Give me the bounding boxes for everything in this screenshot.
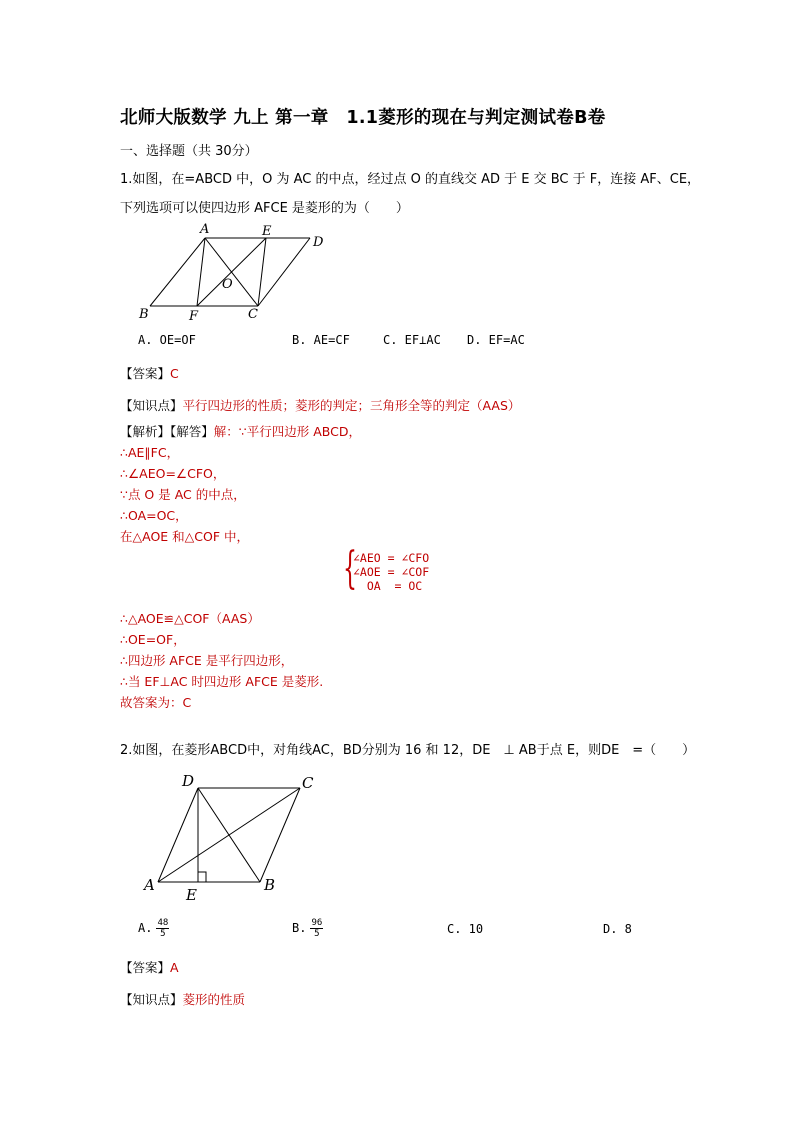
label-d: D — [182, 772, 195, 790]
solution-step: ∴AE∥FC， — [120, 445, 180, 460]
label-e: E — [186, 886, 197, 904]
q2-knowledge — [120, 990, 245, 1008]
segment-ab — [150, 238, 205, 306]
right-angle-mark — [198, 872, 206, 882]
q1-option-a: A. OE=OF — [138, 333, 196, 347]
q1-parallelogram-figure — [130, 218, 340, 326]
solution-step: ∴OE=OF， — [120, 632, 186, 647]
q1-option-c: C. EF⊥AC — [383, 333, 441, 347]
label-d: D — [313, 235, 324, 250]
numerator: 96 — [311, 918, 323, 928]
q2-rhombus-figure — [140, 766, 330, 906]
q2-option-b — [292, 918, 323, 939]
label-c: C — [302, 774, 314, 792]
label-b: B — [139, 307, 149, 322]
label-f: F — [189, 309, 199, 324]
solution-step: ∴当 EF⊥AC 时四边形 AFCE 是菱形. — [120, 674, 324, 689]
label-a: A — [200, 222, 210, 237]
label-a: A — [144, 876, 155, 894]
label-e: E — [262, 224, 272, 239]
q1-answer — [120, 364, 179, 382]
segment-ef — [197, 238, 266, 306]
knowledge-label: 【知识点】 — [120, 992, 183, 1007]
page-title: 北师大版数学 九上 第一章 1.1菱形的现在与判定测试卷B卷 — [120, 108, 606, 128]
label-b: B — [264, 876, 276, 894]
answer-label: 【答案】 — [120, 366, 171, 381]
system-row: ∠AEO = ∠CFO — [353, 551, 430, 565]
segment-af — [197, 238, 205, 306]
solution-step: ∴∠AEO=∠CFO， — [120, 466, 226, 481]
numerator: 48 — [157, 918, 169, 928]
equation-system — [343, 543, 463, 595]
segment-ec — [258, 238, 266, 306]
knowledge-value: 平行四边形的性质；菱形的判定；三角形全等的判定（AAS） — [182, 398, 521, 413]
solution-step: ∴△AOE≌△COF（AAS） — [120, 611, 260, 626]
denominator: 5 — [314, 929, 320, 939]
q2-answer — [120, 958, 179, 976]
solution-step: ∴OA=OC， — [120, 508, 188, 523]
q1-stem-line1: 1.如图，在=ABCD 中，O 为 AC 的中点，经过点 O 的直线交 AD 于 E 交 BC 于 F，连接 AF、CE， — [120, 172, 701, 187]
q1-option-d: D. EF=AC — [467, 333, 525, 347]
segment-ad — [158, 788, 198, 882]
q1-analysis — [120, 422, 361, 440]
q2-stem: 2.如图，在菱形ABCD中，对角线AC，BD分别为 16 和 12，DE ⊥ AB于点 E，则DE =（ ） — [120, 743, 696, 758]
q1-option-b: B. AE=CF — [292, 333, 350, 347]
answer-label: 【答案】 — [120, 960, 171, 975]
knowledge-value: 菱形的性质 — [182, 992, 246, 1007]
knowledge-label: 【知识点】 — [120, 398, 183, 413]
fraction — [310, 918, 323, 939]
solution-step: ∵点 O 是 AC 的中点， — [120, 487, 246, 502]
solution-step: ∴四边形 AFCE 是平行四边形， — [120, 653, 294, 668]
q2-option-a — [138, 918, 169, 939]
option-prefix: A. — [138, 921, 153, 935]
fraction — [156, 918, 169, 939]
solution-conclusion: 故答案为：C — [120, 695, 192, 710]
section-heading: 一、选择题（共 30分） — [120, 144, 258, 159]
segment-bc — [260, 788, 300, 882]
left-brace: { — [343, 543, 357, 594]
label-c: C — [248, 307, 258, 322]
system-row: ∠AOE = ∠COF — [353, 565, 430, 579]
q1-stem-line2: 下列选项可以使四边形 AFCE 是菱形的为（ ） — [120, 201, 409, 216]
option-prefix: B. — [292, 921, 307, 935]
system-row: OA = OC — [353, 579, 423, 593]
analysis-label: 【解析】【解答】 — [120, 424, 214, 439]
label-o: O — [222, 277, 233, 292]
answer-value: A — [170, 960, 179, 975]
analysis-lead: 解：∵平行四边形 ABCD， — [213, 424, 361, 439]
segment-dc — [258, 238, 310, 306]
diagonal-bd — [198, 788, 260, 882]
q2-option-c: C. 10 — [447, 922, 484, 936]
q1-knowledge — [120, 396, 520, 414]
denominator: 5 — [160, 929, 166, 939]
answer-value: C — [170, 366, 179, 381]
q2-option-d: D. 8 — [603, 922, 632, 936]
solution-step: 在△AOE 和△COF 中， — [120, 529, 249, 544]
